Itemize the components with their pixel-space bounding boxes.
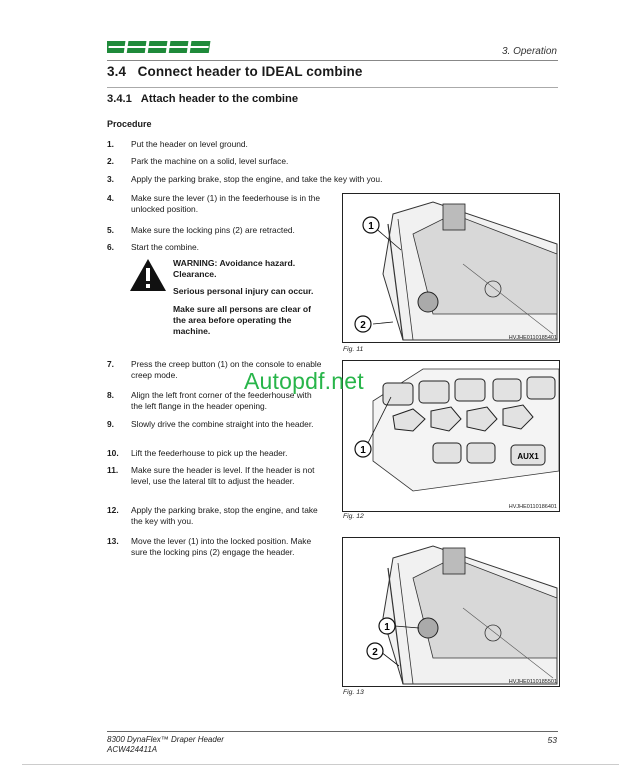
step: 10. Lift the feederhouse to pick up the header. (107, 448, 288, 458)
step: 1. Put the header on level ground. (107, 139, 248, 149)
watermark: Autopdf.net (244, 368, 364, 394)
footer-doc-code: ACW424411A (107, 745, 158, 754)
figure-code: HVJHE0110185401 (508, 335, 557, 341)
warning-line: WARNING: Avoidance hazard. Clearance. (173, 258, 296, 280)
warning-text (173, 258, 323, 343)
step: 8. Align the left front corner of the feederhouse with the left flange in the header opening. (107, 390, 312, 412)
step: 11. Make sure the header is level. If the header is not level, use the lateral tilt to adjust the header. (107, 465, 315, 487)
step: 7. Press the creep button (1) on the console to enable creep mode. (107, 359, 322, 381)
figure-12 (342, 360, 560, 512)
feederhouse-illustration (343, 194, 559, 342)
step: 2. Park the machine on a solid, level surface. (107, 156, 289, 166)
figure-code: HVJHE0110185501 (508, 679, 557, 685)
callout-label: 1 (384, 622, 390, 633)
callout-label: 1 (368, 221, 374, 232)
figure-13 (342, 537, 560, 687)
console-illustration (343, 361, 559, 511)
step: 13. Move the lever (1) into the locked position. Make sure the locking pins (2) engage the header. (107, 536, 312, 558)
footer-doc-title: 8300 DynaFlex™ Draper Header (107, 735, 224, 744)
step: 9. Slowly drive the combine straight into the header. (107, 419, 314, 429)
figure-caption: Fig. 12 (343, 513, 364, 520)
warning-line: Serious personal injury can occur. (173, 286, 314, 297)
footer-doc-info (107, 735, 224, 755)
warning-icon (129, 258, 167, 292)
step: 6. Start the combine. (107, 242, 199, 252)
feederhouse-locked-illustration (343, 538, 559, 686)
procedure-heading: Procedure (107, 119, 152, 129)
section-title: 3.4 Connect header to IDEAL combine (107, 64, 363, 79)
fendt-logo (107, 37, 211, 57)
callout-label: 1 (360, 445, 366, 456)
aux-button-label: AUX1 (517, 452, 539, 461)
step: 4. Make sure the lever (1) in the feederhouse is in the unlocked position. (107, 193, 321, 215)
figure-11 (342, 193, 560, 343)
page-number: 53 (547, 735, 557, 745)
section-label: 3. Operation (501, 46, 557, 57)
step: 5. Make sure the locking pins (2) are retracted. (107, 225, 295, 235)
figure-code: HVJHE0110186401 (508, 504, 557, 510)
step: 3. Apply the parking brake, stop the engine, and take the key with you. (107, 174, 383, 184)
callout-label: 2 (372, 647, 378, 658)
footer-rule (107, 731, 558, 732)
subsection-title: 3.4.1 Attach header to the combine (107, 93, 299, 105)
figure-caption: Fig. 11 (343, 346, 364, 353)
callout-label: 2 (360, 320, 366, 331)
warning-line: Make sure all persons are clear of the area before operating the machine. (173, 303, 312, 337)
title-rule (107, 87, 558, 88)
figure-caption: Fig. 13 (343, 689, 364, 696)
step: 12. Apply the parking brake, stop the engine, and take the key with you. (107, 505, 318, 527)
header-rule (107, 60, 558, 61)
